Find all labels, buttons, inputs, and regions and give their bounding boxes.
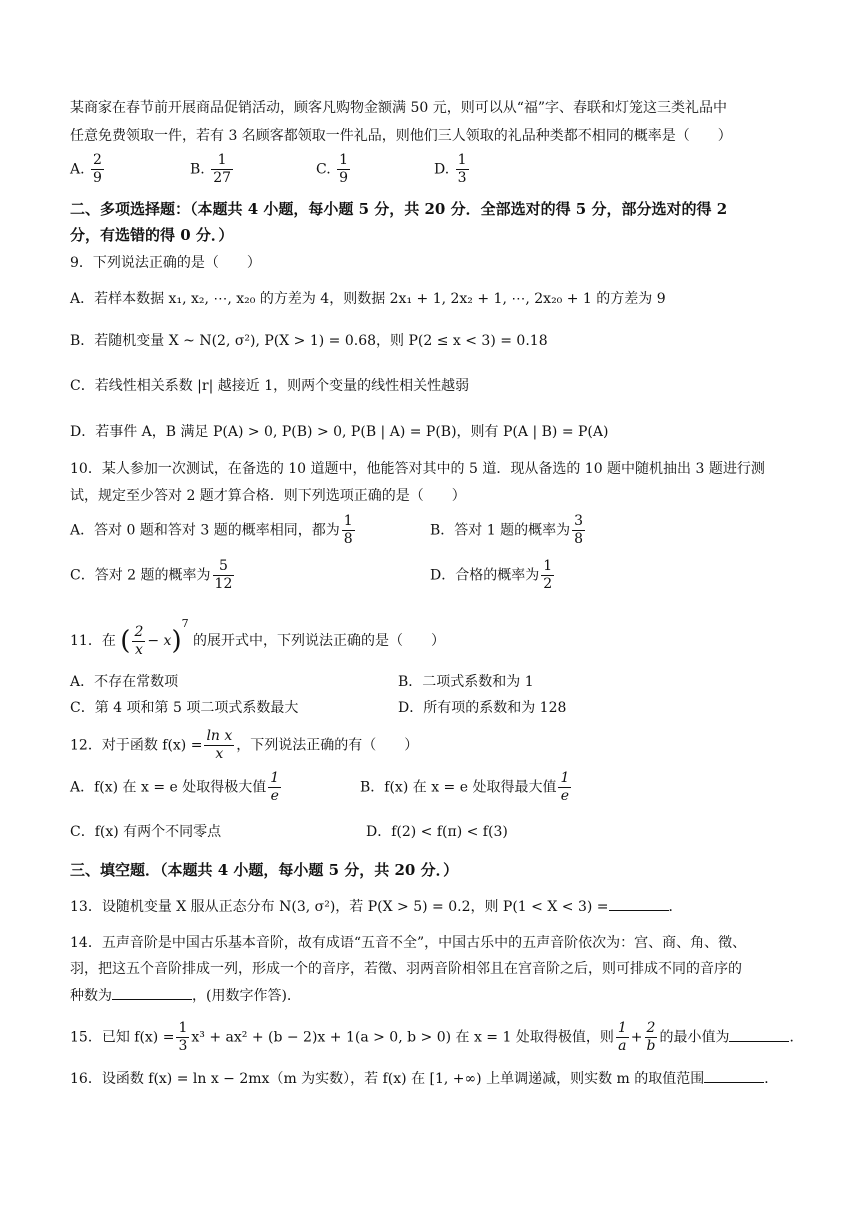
section2-heading-line1: 二、多项选择题：（本题共 4 小题，每小题 5 分，共 20 分．全部选对的得 5 分，部分选对的得 2 bbox=[70, 200, 728, 218]
q15-period: ． bbox=[789, 1029, 804, 1046]
q16-end: ． bbox=[764, 1071, 779, 1087]
q11-power: 7 bbox=[181, 617, 189, 630]
section2-heading-line2: 分，有选错的得 0 分．） bbox=[70, 226, 234, 244]
q15-start: 15．已知 f(x) = bbox=[70, 1029, 175, 1046]
q16-text: 16．设函数 f(x) = ln x − 2mx（m 为实数），若 f(x) 在 [1, +∞) 上单调递减，则实数 m 的取值范围 bbox=[70, 1071, 705, 1087]
q10-option-d[interactable] bbox=[430, 558, 556, 593]
q10-stem-line1: 10．某人参加一次测试，在备选的 10 道题中，他能答对其中的 5 道．现从备选的 10 题中随机抽出 3 题进行测 bbox=[70, 461, 765, 477]
q12-suffix: ，下列说法正确的有（ ） bbox=[236, 737, 419, 754]
q8-stem-line2: 任意免费领取一件，若有 3 名顾客都领取一件礼品，则他们三人领取的礼品种类都不相同的概率是（ ） bbox=[70, 128, 732, 144]
q13-end: ． bbox=[668, 899, 683, 915]
option-text: B．f(x) 在 x = e 处取得最大值 bbox=[360, 779, 557, 796]
fraction: $\frac{2}{9}$ bbox=[93, 152, 102, 186]
option-text: C．答对 2 题的概率为 bbox=[70, 567, 211, 584]
fraction: $\frac{2}{x}$ bbox=[134, 623, 144, 658]
answer-blank[interactable] bbox=[704, 1068, 764, 1083]
q12-stem bbox=[70, 728, 418, 763]
q11-suffix: 的展开式中，下列说法正确的是（ ） bbox=[193, 633, 446, 649]
section3-heading: 三、填空题．（本题共 4 小题，每小题 5 分，共 20 分．） bbox=[70, 861, 459, 879]
q11-prefix: 11．在 bbox=[70, 633, 116, 649]
q9-option-a[interactable]: A．若样本数据 x₁, x₂, ⋯, x₂₀ 的方差为 4，则数据 2x₁ + 1, 2x₂ + 1, ⋯, 2x₂₀ + 1 的方差为 9 bbox=[70, 291, 666, 307]
q8-option-c[interactable] bbox=[316, 152, 352, 187]
q11-option-a[interactable]: A．不存在常数项 bbox=[70, 674, 179, 690]
fraction: $\frac{1}{27}$ bbox=[213, 152, 232, 186]
answer-blank[interactable] bbox=[112, 985, 192, 1000]
q11-stem: 11．在 ( $\frac{2}{x}$ − x)$^7$ 的展开式中，下列说法正确的是（ ） bbox=[70, 617, 446, 658]
q14-line2: 羽，把这五个音阶排成一列，形成一个的音序，若徵、羽两音阶相邻且在宫音阶之后，则可排成不同的音序的 bbox=[70, 961, 742, 977]
q8-option-b[interactable] bbox=[190, 152, 235, 187]
q15-middle: x³ + ax² + (b − 2)x + 1(a > 0, b > 0) 在 x = 1 处取得极值，则 bbox=[191, 1029, 614, 1046]
q9-stem: 9．下列说法正确的是（ ） bbox=[70, 255, 261, 271]
q12-option-d[interactable]: D．f(2) < f(π) < f(3) bbox=[366, 824, 508, 840]
option-text: D．合格的概率为 bbox=[430, 567, 540, 584]
fraction: $\frac{1}{e}$ bbox=[560, 770, 570, 804]
q9-option-d[interactable]: D．若事件 A，B 满足 P(A) > 0, P(B) > 0, P(B | A) = P(B)，则有 P(A | B) = P(A) bbox=[70, 424, 609, 440]
q8-stem-line1: 某商家在春节前开展商品促销活动，顾客凡购物金额满 50 元，则可以从“福”字、春联和灯笼这三类礼品中 bbox=[70, 100, 728, 116]
q11-expr: − x bbox=[147, 633, 172, 649]
option-label: B. bbox=[190, 161, 205, 178]
fraction: $\frac{1}{8}$ bbox=[343, 513, 353, 547]
option-text: A．答对 0 题和答对 3 题的概率相同，都为 bbox=[70, 522, 340, 539]
q14-line1: 14．五声音阶是中国古乐基本音阶，故有成语“五音不全”，中国古乐中的五声音阶依次为：宫、商、角、徵、 bbox=[70, 935, 747, 951]
fraction: $\frac{3}{8}$ bbox=[574, 513, 584, 547]
plus-sign: + bbox=[630, 1029, 643, 1046]
fraction: $\frac{1}{3}$ bbox=[457, 152, 467, 186]
q12-prefix: 12．对于函数 f(x) = bbox=[70, 737, 203, 754]
q10-option-b[interactable] bbox=[430, 513, 587, 548]
fraction: $\frac{2}{b}$ bbox=[646, 1020, 656, 1054]
q14-line3 bbox=[70, 985, 291, 1006]
q15-end: 的最小值为 bbox=[659, 1029, 730, 1046]
q12-option-b[interactable] bbox=[360, 770, 573, 805]
fraction: $\frac{1}{3}$ bbox=[178, 1020, 188, 1054]
q11-option-c[interactable]: C．第 4 项和第 5 项二项式系数最大 bbox=[70, 700, 299, 716]
fraction: $\frac{1}{2}$ bbox=[543, 558, 553, 592]
q12-option-c[interactable]: C．f(x) 有两个不同零点 bbox=[70, 824, 222, 840]
q14-line3-start: 种数为 bbox=[70, 988, 112, 1004]
option-label: A. bbox=[70, 161, 85, 178]
q10-stem-line2: 试，规定至少答对 2 题才算合格．则下列选项正确的是（ ） bbox=[70, 488, 466, 504]
q16 bbox=[70, 1068, 778, 1089]
q10-option-c[interactable] bbox=[70, 558, 236, 593]
q12-option-a[interactable] bbox=[70, 770, 283, 805]
fraction: $\frac{5}{12}$ bbox=[214, 558, 233, 592]
q9-option-b[interactable]: B．若随机变量 X ~ N(2, σ²), P(X > 1) = 0.68，则 P(2 ≤ x < 3) = 0.18 bbox=[70, 333, 548, 349]
q13 bbox=[70, 896, 683, 917]
fraction: $\frac{1}{9}$ bbox=[339, 152, 349, 186]
fraction: $\frac{\text{ln x}}{x}$ bbox=[206, 728, 233, 762]
q9-option-c[interactable]: C．若线性相关系数 |r| 越接近 1，则两个变量的线性相关性越弱 bbox=[70, 378, 470, 394]
option-label: D. bbox=[434, 161, 450, 178]
answer-blank[interactable] bbox=[609, 896, 669, 911]
q8-option-a[interactable] bbox=[70, 152, 106, 187]
fraction: $\frac{1}{a}$ bbox=[617, 1020, 627, 1054]
q11-option-b[interactable]: B．二项式系数和为 1 bbox=[398, 674, 534, 690]
fraction: $\frac{1}{e}$ bbox=[270, 770, 280, 804]
option-text: B．答对 1 题的概率为 bbox=[430, 522, 571, 539]
q13-text: 13．设随机变量 X 服从正态分布 N(3, σ²)，若 P(X > 5) = 0.2，则 P(1 < X < 3) = bbox=[70, 899, 609, 915]
answer-blank[interactable] bbox=[729, 1027, 789, 1042]
q10-option-a[interactable] bbox=[70, 513, 357, 548]
q14-line3-end: ，(用数字作答). bbox=[192, 988, 292, 1004]
q8-option-d[interactable] bbox=[434, 152, 471, 187]
q11-option-d[interactable]: D．所有项的系数和为 128 bbox=[398, 700, 567, 716]
q15 bbox=[70, 1020, 803, 1055]
option-label: C. bbox=[316, 161, 331, 178]
option-text: A．f(x) 在 x = e 处取得极大值 bbox=[70, 779, 267, 796]
